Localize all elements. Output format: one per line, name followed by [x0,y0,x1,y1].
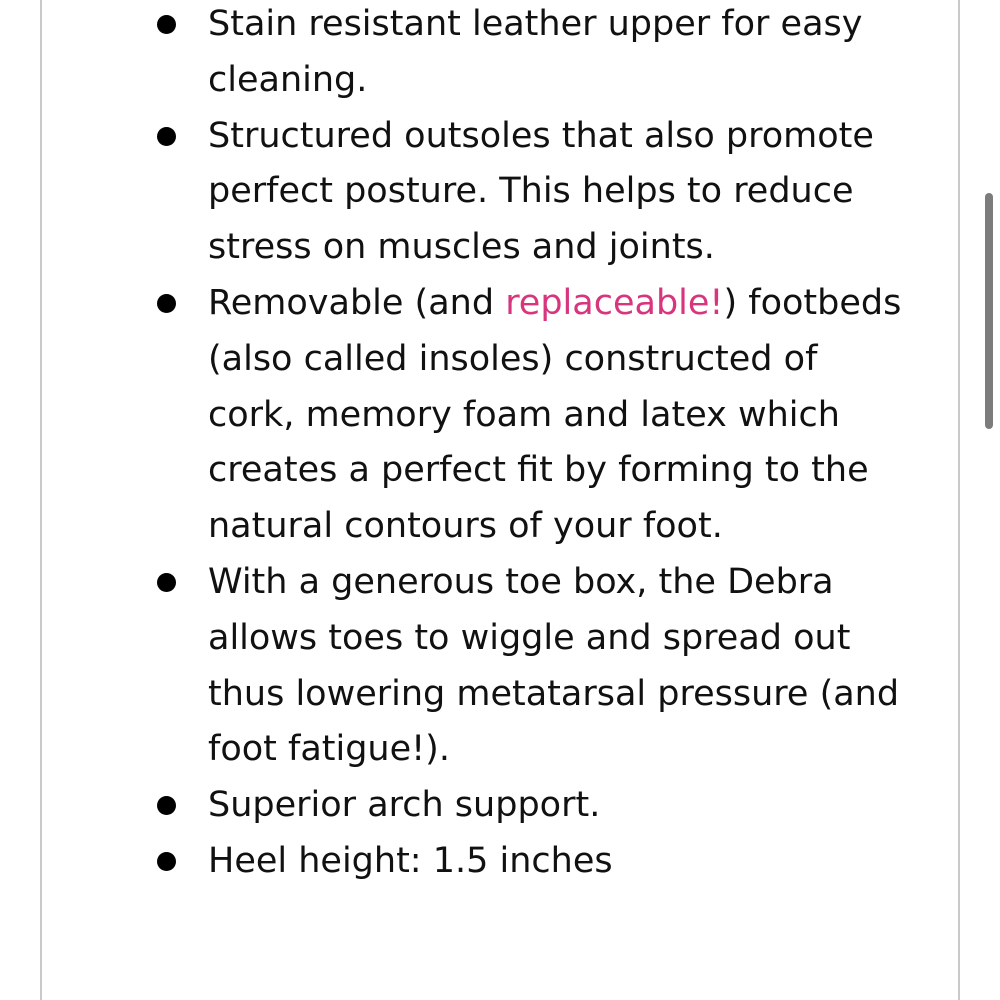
feature-text: With a generous toe box, the Debra allows toes to wiggle and spread out thus lowering metatarsal pressure (and foot fatigue!). [208,561,900,770]
feature-text: Heel height: 1.5 inches [208,840,613,881]
list-item [0,0,908,109]
feature-text-before-link: Removable (and [208,282,506,323]
list-item [0,276,908,555]
feature-text: Stain resistant leather upper for easy cleaning. [208,4,863,100]
bullet-icon [157,796,176,815]
bullet-icon [157,15,176,34]
list-item [0,834,908,890]
list-item [0,109,908,276]
bullet-icon [157,852,176,871]
feature-text: Structured outsoles that also promote perfect posture. This helps to reduce stress on muscles and joints. [208,115,874,268]
scrollbar-thumb[interactable] [985,193,993,429]
bullet-icon [157,294,176,313]
content-border-right [958,0,960,1000]
list-item [0,778,908,834]
replaceable-link[interactable]: replaceable! [505,282,724,323]
feature-text: Superior arch support. [208,785,601,826]
bullet-icon [157,127,176,146]
feature-text-after-link: ) footbeds (also called insoles) constructed of cork, memory foam and latex which creates a perfect fit by forming to the natural contours of your foot. [208,282,902,547]
bullet-icon [157,573,176,592]
list-item [0,555,908,778]
